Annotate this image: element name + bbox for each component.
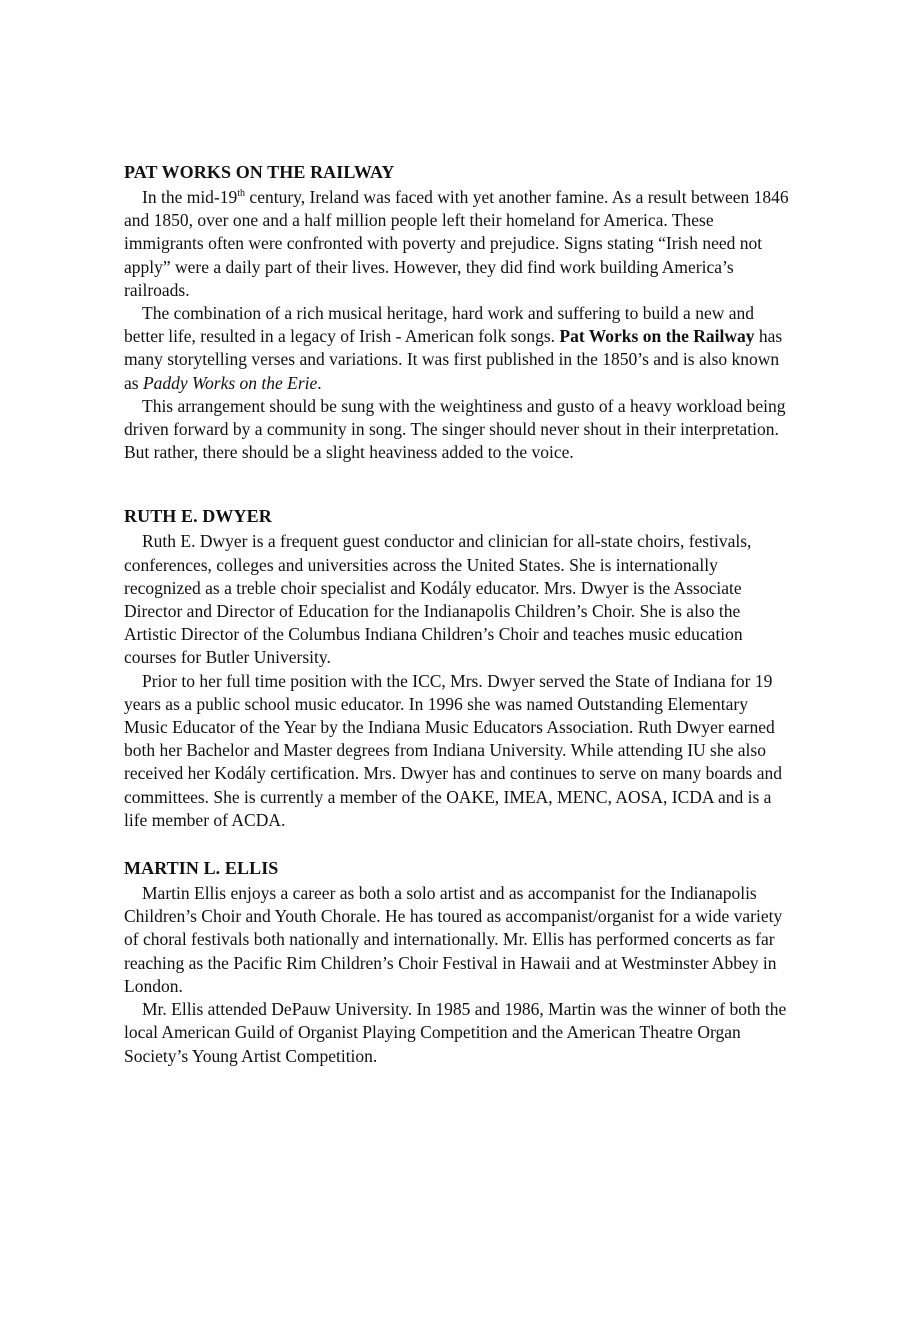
- paragraph: Mr. Ellis attended DePauw University. In 1985 and 1986, Martin was the winner of both the local American Guild of Organist Playing Competition and the American Theatre Organ Society’s Young Artist Competition.: [124, 999, 787, 1066]
- section-ruth-dwyer: [124, 504, 790, 832]
- paragraph: Prior to her full time position with the ICC, Mrs. Dwyer served the State of Indiana for 19 years as a public school music educator. In 1996 she was named Outstanding Elementary Music Educator of the Year by the Indiana Music Educators Association. Ruth Dwyer earned both her Bachelor and Master degrees from Indiana University. While attending IU she also received her Kodály certification. Mrs. Dwyer has and continues to serve on many boards and committees. She is currently a member of the OAKE, IMEA, MENC, AOSA, ICDA and is a life member of ACDA.: [124, 670, 782, 830]
- paragraph: [124, 186, 790, 302]
- text: has many storytelling verses and variations. It was first published in the 1850’s and is also known as: [124, 326, 783, 393]
- text: The combination of a rich musical heritage, hard work and suffering to build a new and better life, resulted in a legacy of Irish - American folk songs.: [124, 303, 754, 347]
- song-title-italic: Paddy Works on the Erie: [142, 372, 318, 393]
- paragraph: [124, 302, 790, 395]
- paragraph: Ruth E. Dwyer is a frequent guest conductor and clinician for all-state choirs, festivals, conferences, colleges and universities across the United States. She is internationally recognized as a treble choir specialist and Kodály educator. Mrs. Dwyer is the Associate Director and Director of Education for the Indianapolis Children’s Choir. She is also the Artistic Director of the Columbus Indiana Children’s Choir and teaches music education courses for Butler University.: [124, 531, 752, 668]
- paragraph: Martin Ellis enjoys a career as both a solo artist and as accompanist for the Indianapolis Children’s Choir and Youth Chorale. He has toured as accompanist/organist for a wide variety of choral festivals both nationally and internationally. Mr. Ellis has performed concerts as far reaching as the Pacific Rim Children’s Choir Festival in Hawaii and at Westminster Abbey in London.: [124, 883, 783, 996]
- text: In the mid-19: [142, 187, 238, 207]
- section-pat-works: [124, 160, 790, 464]
- song-title-bold: Pat Works on the Railway: [559, 326, 755, 347]
- text: century, Ireland was faced with yet another famine. As a result between 1846 and 1850, over one and a half million people left their homeland for America. These immigrants often were confronted with poverty and prejudice. Signs stating “Irish need not apply” were a daily part of their lives. However, they did find work building America’s railroads.: [124, 187, 789, 300]
- superscript: th: [237, 188, 246, 200]
- section-heading: RUTH E. DWYER: [124, 506, 272, 527]
- text: .: [317, 372, 322, 393]
- spacer: [124, 464, 790, 504]
- spacer: [124, 832, 790, 856]
- document-page: [124, 160, 790, 1068]
- section-heading: PAT WORKS ON THE RAILWAY: [124, 162, 395, 182]
- section-heading: MARTIN L. ELLIS: [124, 858, 279, 879]
- paragraph: This arrangement should be sung with the weightiness and gusto of a heavy workload being driven forward by a community in song. The singer should never shout in their interpretation. But rather, there should be a slight heaviness added to the voice.: [124, 395, 786, 463]
- section-martin-ellis: [124, 856, 790, 1068]
